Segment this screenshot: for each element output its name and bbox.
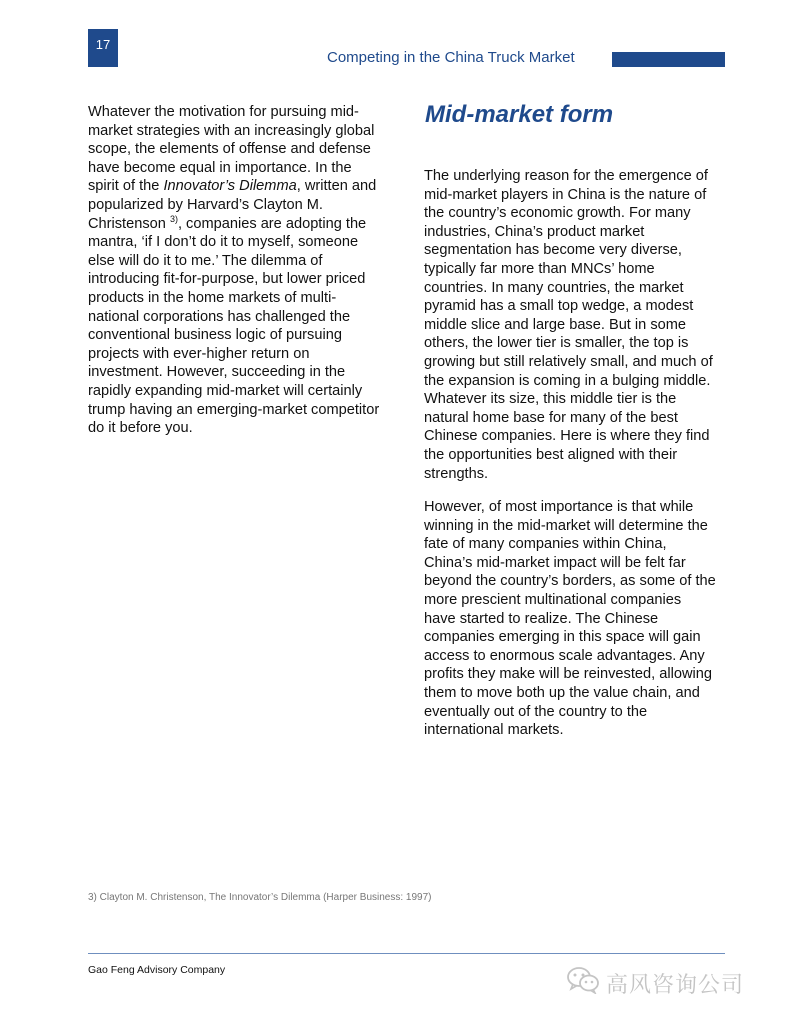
right-column (424, 167, 716, 740)
page-number-box (88, 29, 118, 67)
left-paragraph-text-a: Whatever the motivation for pursuing mid-market strategies with an increasingly global scope, the elements of offense and defense have become equal in importance. In the spirit of the (88, 104, 375, 195)
footnote: 3) Clayton M. Christenson, The Innovator’s Dilemma (Harper Business: 1997) (88, 892, 432, 903)
book-title-italic: Innovator’s Dilemma (163, 178, 297, 195)
left-paragraph-text-c: , companies are adopting the mantra, ‘if I don’t do it to myself, someone else will do it to me.’ The dilemma of introducing fit-for-purpose, but lower priced products in the home markets of multi-national corporations has challenged the conventional business logic of pursuing projects with ever-higher return on investment. However, succeeding in the rapidly expanding mid-market will certainly trump having an emerging-market competitor do it before you. (88, 215, 380, 437)
watermark (566, 966, 744, 1000)
left-paragraph-text-b: , written and popularized by Harvard’s Clayton M. Christenson (88, 178, 377, 232)
left-column (88, 103, 380, 438)
left-paragraph (88, 103, 380, 438)
right-paragraph-2: However, of most importance is that while winning in the mid-market will determine the fate of many companies within China, China’s mid-market impact will be felt far beyond the country’s borders, as some of the more prescient multinational companies have started to realize. The Chinese companies emerging in this space will gain access to enormous scale advantages. Any profits they make will be reinvested, allowing them to move both up the value chain, and eventually out of the country to the international markets. (424, 499, 716, 739)
right-paragraph-1: The underlying reason for the emergence of mid-market players in China is the nature of the country’s economic growth. For many industries, China’s product market segmentation has become very diverse, typically far more than MNCs’ home countries. In many countries, the market pyramid has a small top wedge, a modest middle slice and large base. But in some others, the lower tier is smaller, the top is growing but still relatively small, and much of the expansion is coming in a bulging middle. Whatever its size, this middle tier is the natural home base for many of the best Chinese companies. Here is where they find the opportunities best aligned with their strengths. (424, 168, 713, 482)
page-number: 17 (95, 37, 111, 52)
section-heading: Mid-market form (425, 101, 614, 128)
wechat-icon (566, 966, 606, 1000)
footer-divider (88, 953, 725, 954)
footnote-reference: 3) (169, 213, 178, 224)
header-accent-bar (612, 52, 725, 67)
footer-company-name: Gao Feng Advisory Company (88, 964, 226, 976)
running-header-title: Competing in the China Truck Market (327, 49, 575, 66)
watermark-text: 高风咨询公司 (606, 971, 745, 997)
